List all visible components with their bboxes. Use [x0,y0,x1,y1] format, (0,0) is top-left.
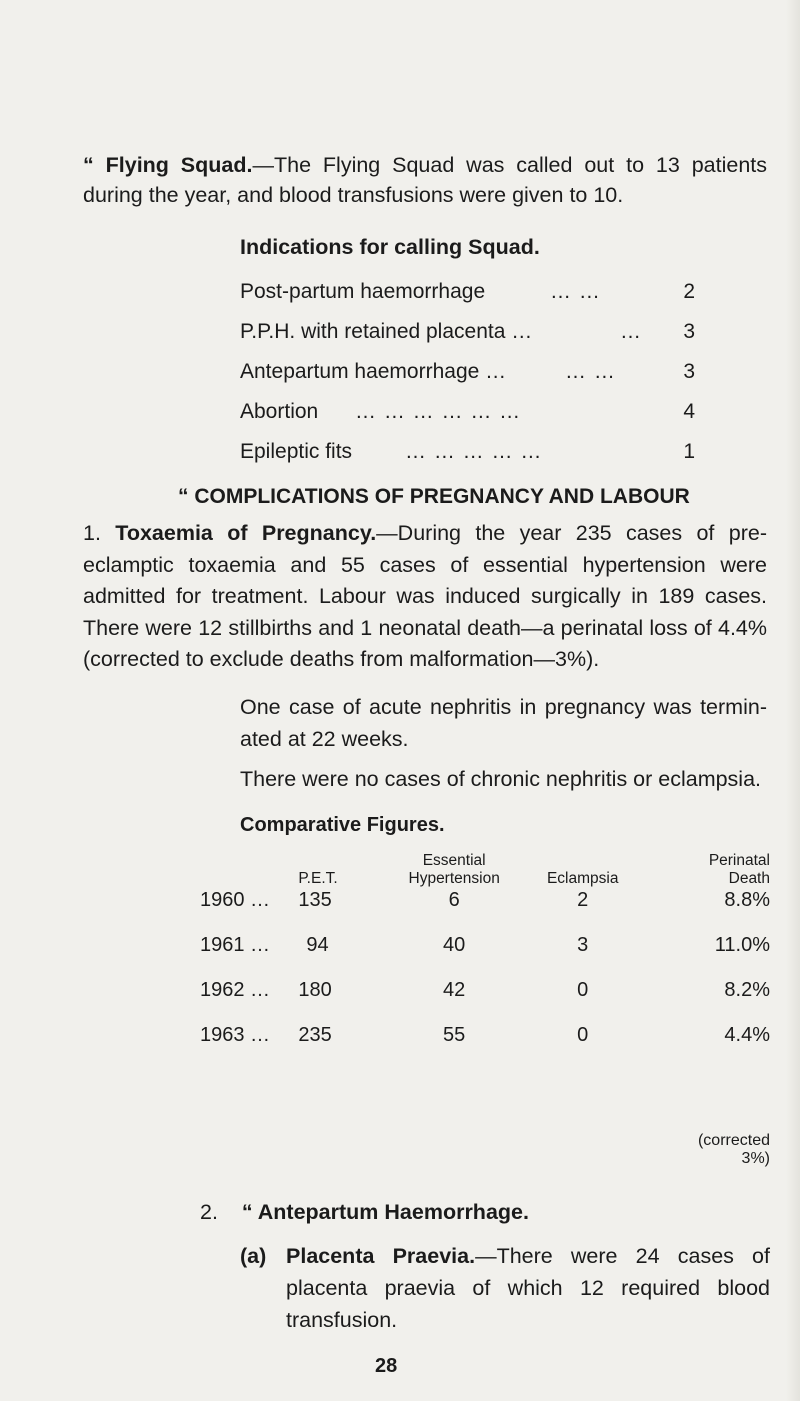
indication-row [240,317,695,357]
indication-leader-dots: … … … … … [405,440,543,463]
placenta-praevia-heading: Placenta Praevia. [286,1244,476,1268]
nephritis-text: One case of acute nephritis in pregnancy was terminated at 22 weeks. [240,695,767,751]
sub-label: (a) [240,1244,267,1268]
indication-value: 3 [683,360,695,383]
indication-leader-dots: … … [550,280,601,303]
ess-cell: 6 [448,889,460,911]
page-number: 28 [375,1355,398,1377]
toxaemia-text: —During the year 235 cases of pre-eclamptic toxaemia and 55 cases of essential hypertension were admitted for treatment. Labour was induced surgically in 189 cases. There were 12 stillbirths and 1 neonatal death—a perinatal loss of 4.4% (corrected to exclude deaths from malformation—3%). [83,521,767,671]
placenta-praevia-body [286,1240,770,1336]
comparative-title: Comparative Figures. [240,814,445,836]
perinatal-death-header [642,852,770,888]
indication-value: 4 [683,400,695,423]
page-edge-shadow [786,0,800,1401]
antepartum-heading: “ Antepartum Haemorrhage. [241,1200,529,1224]
pet-cell: 180 [298,979,332,1001]
ecl-cell: 0 [577,1024,589,1046]
per-header-line2: Death [728,870,770,887]
indication-row [240,437,695,477]
table-header-row [200,852,770,888]
flying-squad-paragraph [83,150,767,210]
ecl-cell: 2 [577,889,589,911]
note-line1: (corrected [697,1132,770,1149]
nephritis-paragraph [240,692,767,755]
complications-heading: “ COMPLICATIONS OF PREGNANCY AND LABOUR [178,485,690,508]
indication-row [240,397,695,437]
per-cell: 4.4% [724,1024,770,1046]
no-cases-paragraph: There were no cases of chronic nephritis or eclampsia. [240,767,762,791]
corrected-note [650,1132,770,1168]
year-cell: 1960 … [200,889,271,911]
indication-value: 2 [683,280,695,303]
indication-leader-dots: … … … … … … [355,400,522,423]
per-cell: 8.8% [724,889,770,911]
per-cell: 11.0% [714,934,770,956]
essential-hypertension-header [385,852,524,888]
table-row [200,933,770,978]
ess-cell: 42 [443,979,466,1001]
pet-cell: 235 [298,1024,332,1046]
note-line2: 3%) [741,1150,770,1167]
comparative-table [200,852,770,1068]
flying-squad-text: —The Flying Squad was called out to 13 patients during the year, and blood transfusions were given to 10. [83,153,767,207]
ecl-cell: 0 [577,979,589,1001]
year-cell: 1963 … [200,1024,271,1046]
indication-row [240,357,695,397]
indication-label: Abortion [240,400,319,423]
ess-cell: 55 [443,1024,466,1046]
indications-title: Indications for calling Squad. [240,235,540,259]
toxaemia-heading: Toxaemia of Pregnancy. [115,521,377,545]
ess-header-line2: Hypertension [408,870,500,887]
per-header-line1: Perinatal [708,852,770,869]
indication-label: Antepartum haemorrhage … [240,360,507,383]
indication-label: Epileptic fits [240,440,353,463]
antepartum-heading-line [200,1197,529,1227]
indication-row [240,277,695,317]
ess-cell: 40 [443,934,466,956]
indication-label: Post-partum haemorrhage [240,280,486,303]
eclampsia-header: Eclampsia [546,870,619,887]
table-row [200,1023,770,1068]
ecl-cell: 3 [577,934,589,956]
indication-leader-dots: … … [565,360,616,383]
pet-cell: 135 [298,889,332,911]
indication-value: 3 [683,320,695,343]
indication-label: P.P.H. with retained placenta … [240,320,533,343]
pet-header: P.E.T. [298,870,338,887]
toxaemia-number: 1. [83,521,101,545]
placenta-praevia-paragraph [240,1240,770,1336]
toxaemia-paragraph [83,518,767,676]
year-cell: 1962 … [200,979,271,1001]
flying-squad-heading: “ Flying Squad. [83,153,253,177]
table-row [200,978,770,1023]
antepartum-number: 2. [200,1200,218,1224]
pet-cell: 94 [306,934,329,956]
per-cell: 8.2% [724,979,770,1001]
ess-header-line1: Essential [422,852,486,869]
placenta-praevia-text: —There were 24 cases of placenta praevia of which 12 required blood transfusion. [286,1244,770,1332]
year-cell: 1961 … [200,934,271,956]
indication-leader-dots: … [620,320,642,343]
table-row [200,888,770,933]
indication-value: 1 [683,440,695,463]
indications-list [240,277,695,477]
year-header [200,852,298,888]
